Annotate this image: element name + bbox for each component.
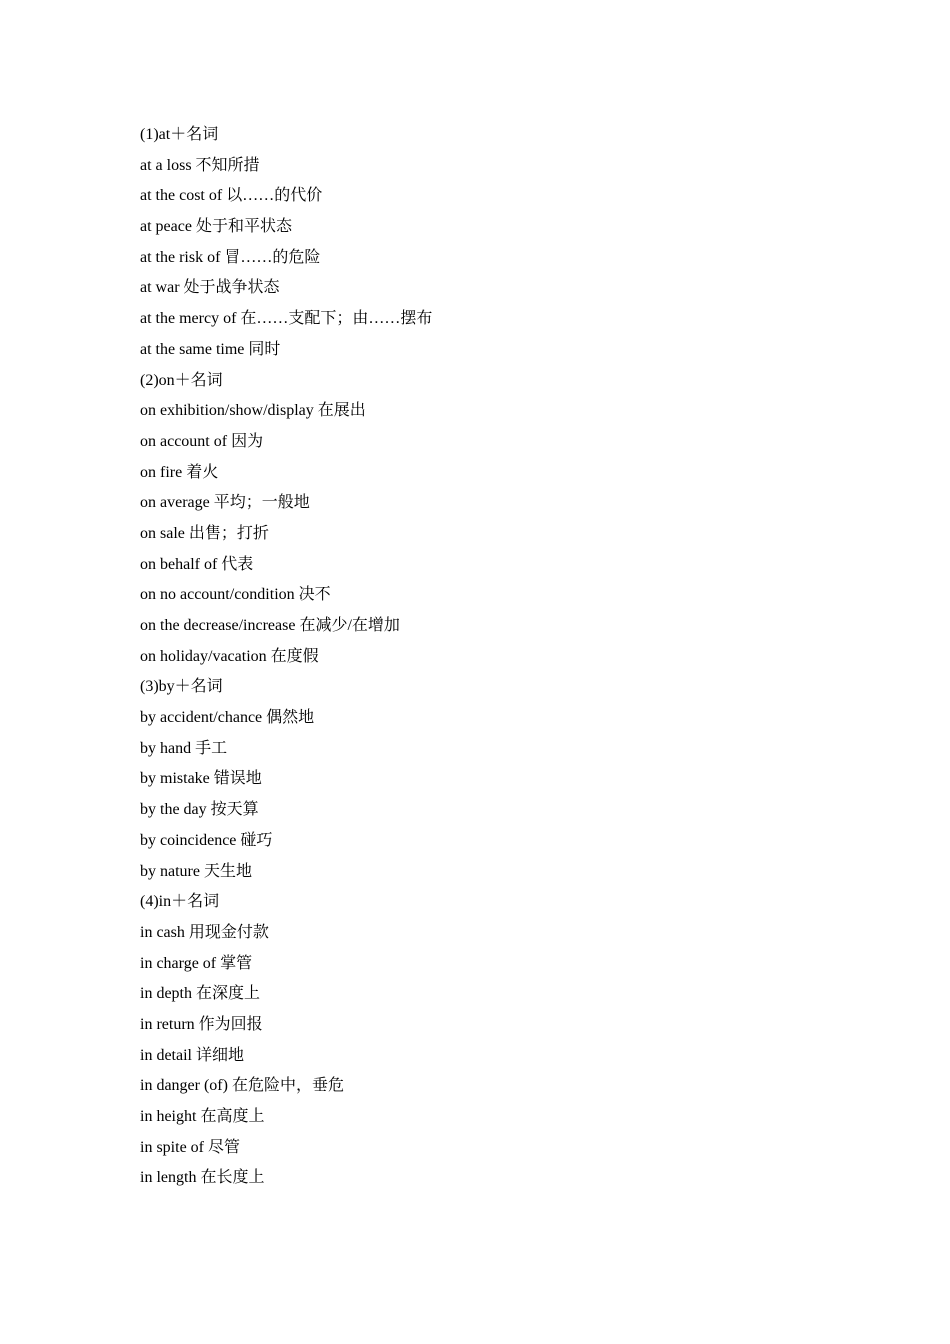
- document-page: [140, 120, 840, 1194]
- phrase-line: on average 平均；一般地: [140, 494, 310, 512]
- phrase-line: by the day 按天算: [140, 801, 259, 819]
- phrase-line: at the cost of 以……的代价: [140, 187, 323, 205]
- phrase-line: in danger (of) 在危险中，垂危: [140, 1077, 344, 1095]
- phrase-line: on account of 因为: [140, 432, 264, 450]
- phrase-line: at a loss 不知所措: [140, 156, 260, 174]
- phrase-line: on the decrease/increase 在减少/在增加: [140, 617, 400, 634]
- section-heading-by: (3)by＋名词: [140, 678, 223, 696]
- phrase-line: by nature 天生地: [140, 862, 252, 880]
- phrase-line: on sale 出售；打折: [140, 524, 269, 542]
- phrase-line: in length 在长度上: [140, 1169, 265, 1187]
- phrase-line: in detail 详细地: [140, 1046, 244, 1064]
- phrase-line: by hand 手工: [140, 739, 228, 757]
- phrase-line: in cash 用现金付款: [140, 923, 269, 941]
- phrase-line: by accident/chance 偶然地: [140, 709, 315, 727]
- section-heading-at: (1)at＋名词: [140, 126, 219, 143]
- phrase-line: in depth 在深度上: [140, 985, 260, 1003]
- phrase-line: at the mercy of 在……支配下；由……摆布: [140, 310, 433, 328]
- phrase-line: at war 处于战争状态: [140, 279, 280, 297]
- phrase-line: at peace 处于和平状态: [140, 218, 292, 236]
- phrase-line: on behalf of 代表: [140, 555, 254, 573]
- phrase-line: by coincidence 碰巧: [140, 831, 273, 849]
- phrase-line: in charge of 掌管: [140, 954, 253, 972]
- phrase-line: at the same time 同时: [140, 340, 281, 358]
- phrase-line: on fire 着火: [140, 463, 219, 481]
- phrase-line: in height 在高度上: [140, 1108, 265, 1125]
- phrase-line: on exhibition/show/display 在展出: [140, 402, 366, 420]
- phrase-line: in spite of 尽管: [140, 1138, 240, 1156]
- phrase-line: at the risk of 冒……的危险: [140, 248, 321, 266]
- phrase-line: on no account/condition 决不: [140, 586, 331, 604]
- phrase-line: by mistake 错误地: [140, 770, 262, 788]
- section-heading-in: (4)in＋名词: [140, 893, 220, 911]
- section-heading-on: (2)on＋名词: [140, 371, 223, 389]
- phrase-line: on holiday/vacation 在度假: [140, 647, 319, 665]
- phrase-line: in return 作为回报: [140, 1015, 263, 1033]
